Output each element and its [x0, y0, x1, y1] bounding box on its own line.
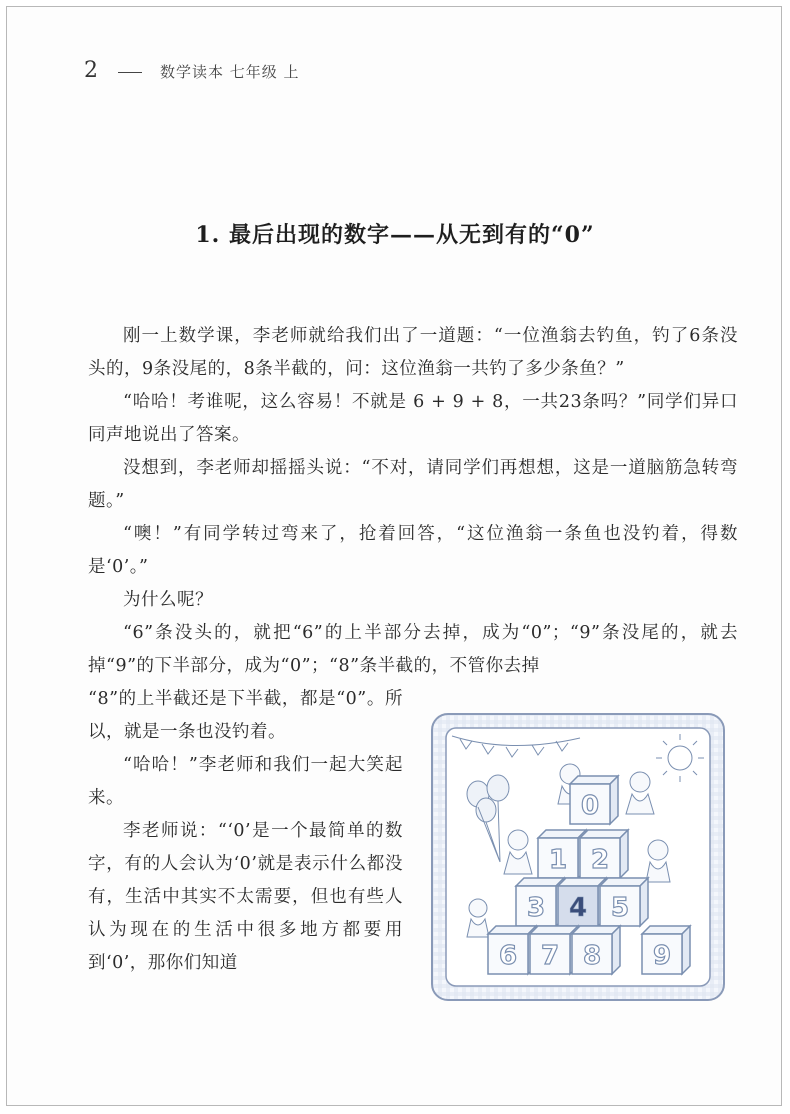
number-block-9	[642, 926, 690, 974]
number-block-6	[488, 926, 536, 974]
block-digit: 9	[652, 941, 672, 971]
block-digit: 2	[590, 845, 610, 875]
number-block-3	[516, 878, 564, 926]
block-digit: 0	[580, 791, 600, 821]
paragraph-1: 刚一上数学课，李老师就给我们出了一道题：“一位渔翁去钓鱼，钓了6条没头的，9条没尾的，8条半截的，问：这位渔翁一共钓了多少条鱼？”	[88, 326, 738, 379]
paragraph-8: 李老师说：“‘0’是一个最简单的数字，有的人会认为‘0’就是表示什么都没有，生活中其实不太需要，但也有些人认为现在的生活中很多地方都要用到‘0’，那你们知道	[88, 821, 403, 973]
paragraph-3: 没想到，李老师却摇摇头说：“不对，请同学们再想想，这是一道脑筋急转弯题。”	[88, 458, 738, 511]
number-block-0	[570, 776, 618, 824]
book-title: 数学读本 七年级 上	[160, 63, 300, 81]
number-block-8	[572, 926, 620, 974]
page-number: 2	[84, 58, 98, 83]
block-digit: 4	[568, 893, 588, 923]
block-digit: 6	[498, 941, 518, 971]
number-blocks-illustration	[430, 712, 726, 1002]
number-block-4	[558, 878, 606, 926]
paragraph-7: “哈哈！”李老师和我们一起大笑起来。	[88, 755, 403, 808]
number-block-1	[538, 830, 586, 878]
paragraph-6: “6”条没头的，就把“6”的上半部分去掉，成为“0”；“9”条没尾的，就去掉“9”的下半部分，成为“0”；“8”条半截的，不管你去掉	[88, 623, 738, 676]
block-digit: 5	[610, 893, 630, 923]
block-digit: 3	[526, 893, 546, 923]
number-block-5	[600, 878, 648, 926]
running-header	[84, 58, 300, 88]
chapter-title: 1. 最后出现的数字——从无到有的“0”	[195, 222, 595, 248]
paragraph-4: “噢！”有同学转过弯来了，抢着回答，“这位渔翁一条鱼也没钓着，得数是‘0’。”	[88, 524, 738, 577]
paragraph-2: “哈哈！考谁呢，这么容易！不就是 6 + 9 + 8，一共23条吗？”同学们异口同声地说出了答案。	[88, 392, 738, 445]
paragraph-5: 为什么呢？	[123, 590, 213, 610]
header-rule	[118, 72, 142, 73]
paragraph-6-continued: “8”的上半截还是下半截，都是“0”。所以，就是一条也没钓着。	[88, 689, 403, 742]
block-digit: 1	[548, 845, 568, 875]
number-block-2	[580, 830, 628, 878]
number-block-7	[530, 926, 578, 974]
block-digit: 7	[540, 941, 560, 971]
block-digit: 8	[582, 941, 602, 971]
